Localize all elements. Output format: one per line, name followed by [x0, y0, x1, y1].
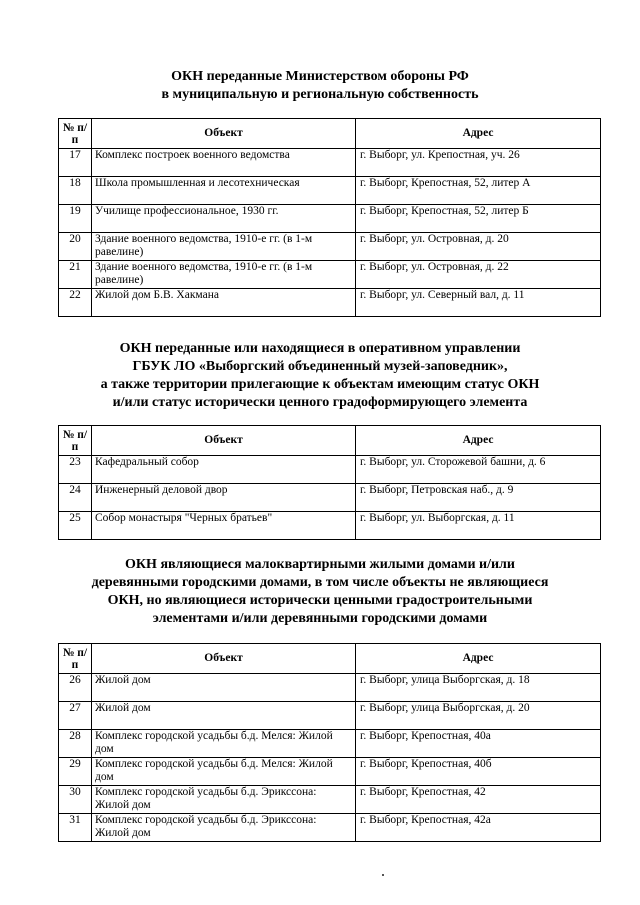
header-num: № п/п — [59, 644, 92, 674]
table-header-row — [59, 426, 601, 456]
section-3-title-line: деревянными городскими домами, в том числе объекты не являющиеся — [91, 575, 549, 590]
row-num: 31 — [59, 814, 92, 842]
row-num: 29 — [59, 758, 92, 786]
table-header-row — [59, 644, 601, 674]
table-row — [59, 512, 601, 540]
section-2-title — [40, 340, 600, 412]
row-address: г. Выборг, Крепостная, 52, литер А — [356, 177, 601, 205]
table-row — [59, 149, 601, 177]
table-row — [59, 205, 601, 233]
row-address: г. Выборг, ул. Выборгская, д. 11 — [356, 512, 601, 540]
row-address: г. Выборг, Крепостная, 40б — [356, 758, 601, 786]
row-object: Школа промышленная и лесотехническая — [92, 177, 356, 205]
row-object: Комплекс городской усадьбы б.д. Эрикссона: Жилой дом — [92, 786, 356, 814]
row-num: 23 — [59, 456, 92, 484]
section-3-title — [40, 556, 600, 628]
row-object: Комплекс построек военного ведомства — [92, 149, 356, 177]
section-3-title-line: ОКН являющиеся малоквартирными жилыми домами и/или — [125, 557, 515, 572]
table-header-row — [59, 119, 601, 149]
row-num: 27 — [59, 702, 92, 730]
row-num: 21 — [59, 261, 92, 289]
row-num: 25 — [59, 512, 92, 540]
table-row — [59, 786, 601, 814]
section-2-table — [58, 425, 601, 540]
table-row — [59, 233, 601, 261]
row-address: г. Выборг, ул. Островная, д. 22 — [356, 261, 601, 289]
section-2-title-line: а также территории прилегающие к объектам имеющим статус ОКН — [100, 377, 540, 392]
header-address: Адрес — [356, 644, 601, 674]
table-row — [59, 484, 601, 512]
row-object: Здание военного ведомства, 1910-е гг. (в 1-м равелине) — [92, 261, 356, 289]
row-num: 30 — [59, 786, 92, 814]
table-row — [59, 456, 601, 484]
row-object: Кафедральный собор — [92, 456, 356, 484]
row-object: Комплекс городской усадьбы б.д. Мелся: Жилой дом — [92, 758, 356, 786]
section-2-title-line: ОКН переданные или находящиеся в оперативном управлении — [119, 341, 521, 356]
section-1-title — [40, 68, 600, 104]
row-address: г. Выборг, Крепостная, 42а — [356, 814, 601, 842]
section-2-title-line: и/или статус исторически ценного градоформирующего элемента — [112, 395, 528, 410]
row-num: 19 — [59, 205, 92, 233]
header-address: Адрес — [356, 426, 601, 456]
table-row — [59, 814, 601, 842]
row-object: Здание военного ведомства, 1910-е гг. (в 1-м равелине) — [92, 233, 356, 261]
row-object: Собор монастыря "Черных братьев" — [92, 512, 356, 540]
table-row — [59, 177, 601, 205]
section-3-title-line: элементами и/или деревянными городскими домами — [152, 611, 488, 626]
scan-speck — [382, 874, 384, 876]
header-num: № п/п — [59, 119, 92, 149]
table-row — [59, 674, 601, 702]
row-address: г. Выборг, ул. Сторожевой башни, д. 6 — [356, 456, 601, 484]
row-address: г. Выборг, Крепостная, 52, литер Б — [356, 205, 601, 233]
row-address: г. Выборг, Крепостная, 40а — [356, 730, 601, 758]
row-object: Жилой дом — [92, 702, 356, 730]
table-row — [59, 261, 601, 289]
header-object: Объект — [92, 119, 356, 149]
row-object: Жилой дом Б.В. Хакмана — [92, 289, 356, 317]
table-row — [59, 702, 601, 730]
row-address: г. Выборг, ул. Крепостная, уч. 26 — [356, 149, 601, 177]
row-num: 28 — [59, 730, 92, 758]
row-object: Жилой дом — [92, 674, 356, 702]
header-num: № п/п — [59, 426, 92, 456]
row-address: г. Выборг, Петровская наб., д. 9 — [356, 484, 601, 512]
row-object: Комплекс городской усадьбы б.д. Эрикссона: Жилой дом — [92, 814, 356, 842]
row-num: 17 — [59, 149, 92, 177]
row-object: Училище профессиональное, 1930 гг. — [92, 205, 356, 233]
table-row — [59, 758, 601, 786]
section-1-title-line: в муниципальную и региональную собственность — [161, 87, 479, 102]
section-1-table — [58, 118, 601, 317]
row-address: г. Выборг, улица Выборгская, д. 20 — [356, 702, 601, 730]
section-3-title-line: ОКН, но являющиеся исторически ценными градостроительными — [107, 593, 533, 608]
row-object: Комплекс городской усадьбы б.д. Мелся: Жилой дом — [92, 730, 356, 758]
header-object: Объект — [92, 426, 356, 456]
row-address: г. Выборг, ул. Островная, д. 20 — [356, 233, 601, 261]
section-1-title-line: ОКН переданные Министерством обороны РФ — [171, 69, 469, 84]
row-object: Инженерный деловой двор — [92, 484, 356, 512]
header-address: Адрес — [356, 119, 601, 149]
row-num: 24 — [59, 484, 92, 512]
section-2-title-line: ГБУК ЛО «Выборгский объединенный музей-заповедник», — [132, 359, 508, 374]
row-num: 22 — [59, 289, 92, 317]
row-num: 26 — [59, 674, 92, 702]
section-3-table — [58, 643, 601, 842]
header-object: Объект — [92, 644, 356, 674]
row-address: г. Выборг, улица Выборгская, д. 18 — [356, 674, 601, 702]
row-num: 18 — [59, 177, 92, 205]
row-address: г. Выборг, Крепостная, 42 — [356, 786, 601, 814]
table-row — [59, 289, 601, 317]
row-num: 20 — [59, 233, 92, 261]
table-row — [59, 730, 601, 758]
row-address: г. Выборг, ул. Северный вал, д. 11 — [356, 289, 601, 317]
